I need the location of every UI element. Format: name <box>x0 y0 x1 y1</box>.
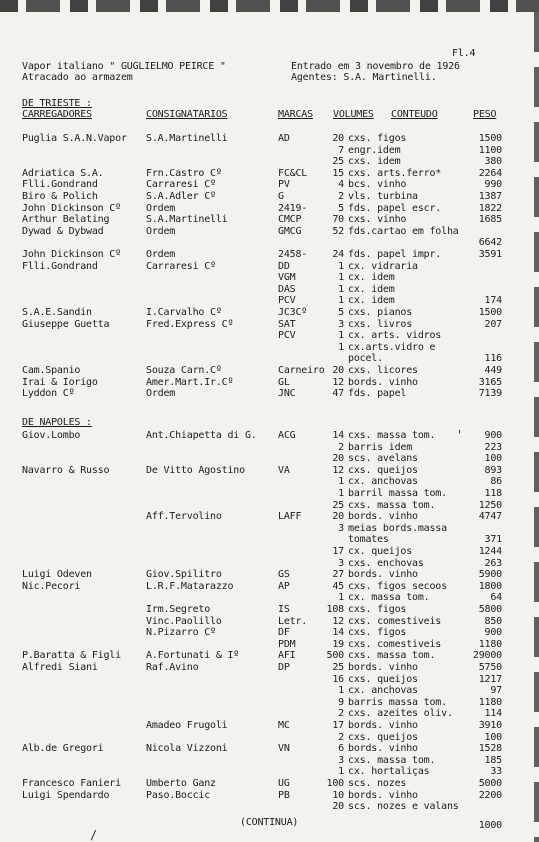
shipper-cell: Luigi Spendardo <box>22 789 110 801</box>
weight-cell: 1180 <box>478 638 502 650</box>
quantity-cell: 12 <box>332 376 344 388</box>
content-cell: cx. idem <box>348 272 395 284</box>
column-peso: PESO <box>473 109 497 120</box>
weight-cell: 900 <box>484 430 502 441</box>
content-cell: bords. vinho <box>348 569 418 581</box>
shipper-cell: Nic.Pecori <box>22 580 81 592</box>
shipper-cell: Biro & Polich <box>22 191 98 202</box>
shipper-cell: Adriatica S.A. <box>22 167 104 179</box>
mark-cell: 2419- <box>278 202 308 214</box>
moored-at: Atracado ao armazem <box>22 72 133 83</box>
scan-edge-right <box>534 12 539 842</box>
mark-cell: PCV <box>278 330 296 342</box>
quantity-cell: 3 <box>338 754 344 766</box>
shipper-cell: Lyddon Cº <box>22 388 75 400</box>
weight-cell: 1800 <box>478 580 502 592</box>
content-cell: barris idem <box>348 441 413 453</box>
section-trieste: DE TRIESTE : <box>22 98 92 109</box>
quantity-cell: 1 <box>338 476 344 488</box>
mark-cell: GS <box>278 569 290 581</box>
weight-cell: 185 <box>484 754 502 766</box>
pen-mark: / <box>90 828 98 842</box>
weight-cell: 97 <box>490 685 502 697</box>
weight-cell: 1500 <box>478 307 502 318</box>
quantity-cell: 100 <box>326 778 344 789</box>
weight-cell: 207 <box>484 318 502 330</box>
weight-cell: 33 <box>490 766 502 778</box>
mark-cell: VA <box>278 464 290 476</box>
quantity-cell: 1 <box>338 592 344 604</box>
shipper-cell: Alb.de Gregori <box>22 743 104 755</box>
content-cell: cxs. figos <box>348 627 407 639</box>
content-cell: barril massa tom. <box>348 488 447 499</box>
weight-cell: 86 <box>490 476 502 488</box>
consignee-cell: Raf.Avino <box>146 662 199 673</box>
consignee-cell: Ordem <box>146 225 176 237</box>
shipper-cell: John Dickinson Cº <box>22 202 121 214</box>
shipper-cell: Arthur Belating <box>22 214 110 226</box>
consignee-cell: L.R.F.Matarazzo <box>146 580 234 592</box>
consignee-cell: Umberto Ganz <box>146 778 216 789</box>
quantity-cell: 17 <box>332 720 344 731</box>
mark-cell: SAT <box>278 318 296 330</box>
shipper-cell: John Dickinson Cº <box>22 249 121 260</box>
consignee-cell: Ordem <box>146 249 176 260</box>
quantity-cell: 3 <box>338 557 344 569</box>
quantity-cell: 14 <box>332 430 344 441</box>
quantity-cell: 27 <box>332 569 344 581</box>
weight-cell: 114 <box>484 708 502 720</box>
weight-cell: 900 <box>484 627 502 639</box>
weight-cell: 1217 <box>478 673 502 685</box>
mark-cell: Letr. <box>278 615 308 627</box>
quantity-cell: 2 <box>338 441 344 453</box>
mark-cell: GMCG <box>278 225 302 237</box>
mark-cell: 2458- <box>278 249 308 260</box>
scan-edge-top <box>0 0 539 12</box>
content-cell: fds. papel <box>348 388 407 400</box>
weight-cell: 1180 <box>478 696 502 708</box>
content-cell: tomates <box>348 534 389 546</box>
consignee-cell: Carraresi Cº <box>146 260 216 272</box>
consignee-cell: Ordem <box>146 202 176 214</box>
consignee-cell: Vinc.Paolillo <box>146 615 222 627</box>
consignee-cell: Amer.Mart.Ir.Cº <box>146 376 234 388</box>
quantity-cell: 4 <box>338 179 344 191</box>
quantity-cell: 52 <box>332 225 344 237</box>
content-cell: fds. papel escr. <box>348 202 442 214</box>
quantity-cell: 2 <box>338 708 344 720</box>
quantity-cell: 108 <box>326 604 344 615</box>
consignee-cell: Fred.Express Cº <box>146 318 234 330</box>
weight-cell: 1528 <box>478 743 502 755</box>
shipper-cell: Dywad & Dybwad <box>22 225 104 237</box>
content-cell: cxs. azeites oliv. <box>348 708 453 720</box>
column-carregadores: CARREGADORES <box>22 109 92 120</box>
quantity-cell: 2 <box>338 731 344 743</box>
quantity-cell: 6 <box>338 743 344 755</box>
content-cell: cx. idem <box>348 295 395 307</box>
quantity-cell: 19 <box>332 638 344 650</box>
content-cell: cx. hortaliças <box>348 766 430 778</box>
content-cell: cx. queijos <box>348 546 413 557</box>
mark-cell: JC3Cº <box>278 307 308 318</box>
weight-cell: 1250 <box>478 499 502 511</box>
weight-cell: 1685 <box>478 214 502 226</box>
mark-cell: PB <box>278 789 290 801</box>
shipper-cell: Francesco Fanieri <box>22 778 121 789</box>
quantity-cell: 1 <box>338 685 344 697</box>
quantity-cell: 17 <box>332 546 344 557</box>
content-cell: cxs. arts.ferro* <box>348 167 442 179</box>
quantity-cell: 12 <box>332 464 344 476</box>
shipper-cell: Alfredi Siani <box>22 662 98 673</box>
mark-cell: LAFF <box>278 511 302 523</box>
content-cell: cxs. queijos <box>348 731 418 743</box>
quantity-cell: 1 <box>338 260 344 272</box>
weight-cell: 3910 <box>478 720 502 731</box>
content-cell: cxs. comestiveis <box>348 638 442 650</box>
weight-cell: 174 <box>484 295 502 307</box>
agents: Agentes: S.A. Martinelli. <box>291 72 437 83</box>
content-cell: cxs. figos secoos <box>348 580 447 592</box>
quantity-cell: 16 <box>332 673 344 685</box>
column-consignatarios: CONSIGNATARIOS <box>146 109 228 120</box>
weight-cell: 2264 <box>478 167 502 179</box>
content-cell: scs. nozes e valans <box>348 801 459 813</box>
quantity-cell: 24 <box>332 249 344 260</box>
content-cell: cx. massa tom. <box>348 592 430 604</box>
page-number: Fl.4 <box>452 48 476 59</box>
content-cell: meias bords.massa <box>348 522 447 534</box>
content-cell: pocel. <box>348 353 383 365</box>
weight-cell: 6642 <box>478 237 502 249</box>
quantity-cell: 1 <box>338 330 344 342</box>
consignee-cell: Nicola Vizzoni <box>146 743 228 755</box>
shipper-cell: Cam.Spanio <box>22 365 81 376</box>
quantity-cell: 3 <box>338 522 344 534</box>
weight-cell: 893 <box>484 464 502 476</box>
consignee-cell: N.Pizarro Cº <box>146 627 216 639</box>
consignee-cell: Amadeo Frugoli <box>146 720 228 731</box>
shipper-cell: S.A.E.Sandin <box>22 307 92 318</box>
content-cell: cxs. queijos <box>348 673 418 685</box>
vessel-name: Vapor italiano " GUGLIELMO PEIRCE " <box>22 61 226 72</box>
consignee-cell: Paso.Boccic <box>146 789 211 801</box>
content-cell: bords. vinho <box>348 662 418 673</box>
column-volumes: VOLUMES <box>333 109 374 120</box>
mark-cell: Carneiro <box>278 365 325 376</box>
quantity-cell: 1 <box>338 488 344 499</box>
quantity-cell: 47 <box>332 388 344 400</box>
content-cell: cxs. idem <box>348 156 401 168</box>
weight-cell: 116 <box>484 353 502 365</box>
quantity-cell: 20 <box>332 365 344 376</box>
content-cell: bords. vinho <box>348 743 418 755</box>
content-cell: cxs. figos <box>348 604 407 615</box>
quantity-cell: 3 <box>338 318 344 330</box>
mark-cell: PCV <box>278 295 296 307</box>
consignee-cell: S.A.Adler Cº <box>146 191 216 202</box>
consignee-cell: Souza Carn.Cº <box>146 365 222 376</box>
weight-cell: 990 <box>484 179 502 191</box>
mark-cell: JNC <box>278 388 296 400</box>
content-cell: cxs. massa tom. <box>348 430 436 441</box>
quantity-cell: 1 <box>338 272 344 284</box>
shipper-cell: Flli.Gondrand <box>22 179 98 191</box>
weight-cell: 100 <box>484 453 502 465</box>
consignee-cell: Ordem <box>146 388 176 400</box>
content-cell: cxs. massa tom. <box>348 754 436 766</box>
weight-cell: 1100 <box>478 144 502 156</box>
content-cell: cxs. licores <box>348 365 418 376</box>
mark-cell: PV <box>278 179 290 191</box>
column-conteudo: CONTEUDO <box>391 109 438 120</box>
mark-cell: GL <box>278 376 290 388</box>
consignee-cell: Carraresi Cº <box>146 179 216 191</box>
mark-cell: UG <box>278 778 290 789</box>
shipper-cell: Puglia S.A.N.Vapor <box>22 133 127 144</box>
content-cell: cx. idem <box>348 283 395 295</box>
weight-cell: 1500 <box>478 133 502 144</box>
consignee-cell: S.A.Martinelli <box>146 214 228 226</box>
weight-cell: 449 <box>484 365 502 376</box>
weight-cell: 64 <box>490 592 502 604</box>
quantity-cell: 1 <box>338 766 344 778</box>
weight-cell: 1244 <box>478 546 502 557</box>
content-cell: bords. vinho <box>348 789 418 801</box>
mark-cell: DAS <box>278 283 296 295</box>
quantity-cell: 2 <box>338 191 344 202</box>
weight-cell: 5900 <box>478 569 502 581</box>
consignee-cell: A.Fortunati & Iº <box>146 650 240 662</box>
content-cell: bords. vinho <box>348 511 418 523</box>
quantity-cell: 20 <box>332 511 344 523</box>
quantity-cell: 25 <box>332 662 344 673</box>
shipper-cell: P.Baratta & Figli <box>22 650 121 662</box>
quantity-cell: 7 <box>338 144 344 156</box>
shipper-cell: Navarro & Russo <box>22 464 110 476</box>
content-cell: cxs. pianos <box>348 307 413 318</box>
weight-cell: 3591 <box>478 249 502 260</box>
quantity-cell: 9 <box>338 696 344 708</box>
quantity-cell: 25 <box>332 156 344 168</box>
quantity-cell: 25 <box>332 499 344 511</box>
weight-cell: 5800 <box>478 604 502 615</box>
mark-cell: VGM <box>278 272 296 284</box>
mark-cell: DF <box>278 627 290 639</box>
shipper-cell: Flli.Gondrand <box>22 260 98 272</box>
weight-cell: 100 <box>484 731 502 743</box>
consignee-cell: Frn.Castro Cº <box>146 167 222 179</box>
weight-cell: 1822 <box>478 202 502 214</box>
weight-cell: 118 <box>484 488 502 499</box>
content-cell: cxs. queijos <box>348 464 418 476</box>
content-cell: scs. avelans <box>348 453 418 465</box>
weight-cell: 263 <box>484 557 502 569</box>
consignee-cell: Aff.Tervolino <box>146 511 222 523</box>
content-cell: cxs. comestiveis <box>348 615 442 627</box>
weight-cell: 2200 <box>478 789 502 801</box>
mark-cell: PDM <box>278 638 296 650</box>
quantity-cell: 20 <box>332 453 344 465</box>
quantity-cell: 10 <box>332 789 344 801</box>
mark-cell: AFI <box>278 650 296 662</box>
weight-cell: 371 <box>484 534 502 546</box>
content-cell: bcs. vinho <box>348 179 407 191</box>
continues-note: (CONTINUA) <box>240 817 299 828</box>
content-cell: fds. papel impr. <box>348 249 442 260</box>
weight-cell: 380 <box>484 156 502 168</box>
quantity-cell: 1 <box>338 295 344 307</box>
mark-cell: AD <box>278 133 290 144</box>
pen-mark: ' <box>456 428 464 442</box>
quantity-cell: 20 <box>332 133 344 144</box>
content-cell: fds.cartao em folha <box>348 225 459 237</box>
content-cell: cxs. vinho <box>348 214 407 226</box>
section-napoles: DE NAPOLES : <box>22 417 92 428</box>
quantity-cell: 5 <box>338 307 344 318</box>
weight-cell: 223 <box>484 441 502 453</box>
quantity-cell: 20 <box>332 801 344 813</box>
content-cell: bords. vinho <box>348 720 418 731</box>
mark-cell: VN <box>278 743 290 755</box>
content-cell: barris massa tom. <box>348 696 447 708</box>
column-marcas: MARCAS <box>278 109 313 120</box>
quantity-cell: 12 <box>332 615 344 627</box>
content-cell: cx. anchovas <box>348 685 418 697</box>
content-cell: cx. vidraria <box>348 260 418 272</box>
content-cell: cxs. massa tom. <box>348 499 436 511</box>
quantity-cell: 500 <box>326 650 344 662</box>
entry-date: Entrado em 3 novembro de 1926 <box>291 61 460 72</box>
quantity-cell: 14 <box>332 627 344 639</box>
consignee-cell: Ant.Chiapetta di G. <box>146 430 257 441</box>
content-cell: cxs. massa tom. <box>348 650 436 662</box>
weight-cell: 5750 <box>478 662 502 673</box>
weight-cell: 3165 <box>478 376 502 388</box>
content-cell: engr.idem <box>348 144 401 156</box>
quantity-cell: 15 <box>332 167 344 179</box>
content-cell: cx. anchovas <box>348 476 418 488</box>
shipper-cell: Giov.Lombo <box>22 430 81 441</box>
quantity-cell: 5 <box>338 202 344 214</box>
weight-cell: 850 <box>484 615 502 627</box>
content-cell: cx. arts. vidros <box>348 330 442 342</box>
quantity-cell: 45 <box>332 580 344 592</box>
content-cell: vls. turbina <box>348 191 418 202</box>
mark-cell: IS <box>278 604 290 615</box>
consignee-cell: Giov.Spilitro <box>146 569 222 581</box>
mark-cell: AP <box>278 580 290 592</box>
quantity-cell: 1 <box>338 341 344 353</box>
content-cell: cxs. livros <box>348 318 413 330</box>
consignee-cell: De Vitto Agostino <box>146 464 245 476</box>
weight-cell: 29000 <box>472 650 502 662</box>
weight-cell: 7139 <box>478 388 502 400</box>
content-cell: bords. vinho <box>348 376 418 388</box>
mark-cell: G <box>278 191 284 202</box>
quantity-cell: 1 <box>338 283 344 295</box>
content-cell: cxs. enchovas <box>348 557 424 569</box>
mark-cell: DP <box>278 662 290 673</box>
mark-cell: DD <box>278 260 290 272</box>
shipper-cell: Giuseppe Guetta <box>22 318 110 330</box>
content-cell: scs. nozes <box>348 778 407 789</box>
mark-cell: ACG <box>278 430 296 441</box>
mark-cell: MC <box>278 720 290 731</box>
shipper-cell: Luigi Odeven <box>22 569 92 581</box>
weight-cell: 4747 <box>478 511 502 523</box>
mark-cell: FC&CL <box>278 167 308 179</box>
content-cell: cx.arts.vidro e <box>348 341 436 353</box>
weight-cell: 1387 <box>478 191 502 202</box>
consignee-cell: Irm.Segreto <box>146 604 211 615</box>
quantity-cell: 70 <box>332 214 344 226</box>
consignee-cell: I.Carvalho Cº <box>146 307 222 318</box>
content-cell: cxs. figos <box>348 133 407 144</box>
final-weight: 1000 <box>478 820 502 831</box>
consignee-cell: S.A.Martinelli <box>146 133 228 144</box>
weight-cell: 5000 <box>478 778 502 789</box>
shipper-cell: Irai & Iorigo <box>22 376 98 388</box>
mark-cell: CMCP <box>278 214 302 226</box>
